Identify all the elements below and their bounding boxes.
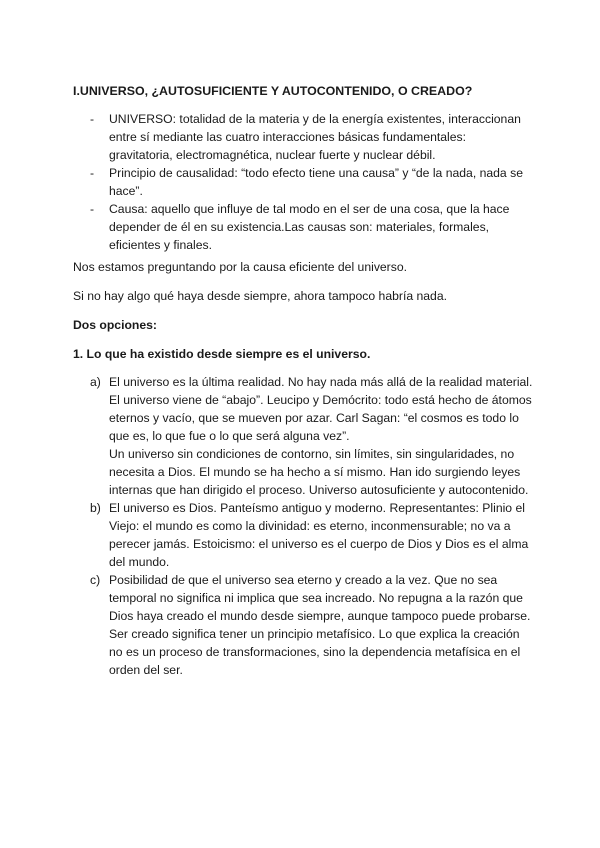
list-item xyxy=(73,499,533,571)
list-item xyxy=(73,164,533,200)
option-text-continued: Un universo sin condiciones de contorno, sin límites, sin singularidades, no necesita a Dios. El mundo se ha hecho a sí mismo. Han ido surgiendo leyes internas que han dirigido el proceso. Universo autosuficiente y autocontenido. xyxy=(109,447,529,497)
definition-text: Causa: aquello que influye de tal modo en el ser de una cosa, que la hace depender de él en su existencia.Las causas son: materiales, formales, eficientes y finales. xyxy=(109,202,510,252)
document-heading: I.UNIVERSO, ¿AUTOSUFICIENTE Y AUTOCONTENIDO, O CREADO? xyxy=(73,84,473,98)
list-item xyxy=(73,200,533,254)
option-text: Posibilidad de que el universo sea eterno y creado a la vez. Que no sea temporal no significa ni implica que sea increado. No repugna a la razón que Dios haya creado el mundo desde siempre, aunque tampoco puede probarse. Ser creado significa tener un principio metafísico. Lo que explica la creación no es un proceso de transformaciones, sino la dependencia metafísica en el orden del ser. xyxy=(109,573,531,677)
letter-marker: c) xyxy=(90,573,101,587)
letter-marker: b) xyxy=(90,501,101,515)
options-heading: Dos opciones: xyxy=(73,318,157,332)
dash-marker: - xyxy=(90,112,95,126)
letter-marker: a) xyxy=(90,375,101,389)
option-text: El universo es Dios. Panteísmo antiguo y moderno. Representantes: Plinio el Viejo: el mundo es como la divinidad: es eterno, inconmensurable; no va a perecer jamás. Estoicismo: el universo es el cuerpo de Dios y Dios es el alma del mundo. xyxy=(109,501,529,569)
definition-text: UNIVERSO: totalidad de la materia y de la energía existentes, interaccionan entre sí mediante las cuatro interacciones básicas fundamentales: gravitatoria, electromagnética, nuclear fuerte y nuclear débil. xyxy=(109,112,521,162)
paragraph: Nos estamos preguntando por la causa eficiente del universo. xyxy=(73,260,408,274)
options-list xyxy=(73,373,533,679)
option-text: El universo es la última realidad. No hay nada más allá de la realidad material. El universo viene de “abajo”. Leucipo y Demócrito: todo está hecho de átomos eternos y vacío, que se mueven por azar. Carl Sagan: “el cosmos es todo lo que es, lo que fue o lo que será alguna vez”. xyxy=(109,375,533,443)
dash-marker: - xyxy=(90,202,95,216)
list-item xyxy=(73,373,533,499)
paragraph: Si no hay algo qué haya desde siempre, ahora tampoco habría nada. xyxy=(73,289,448,303)
definitions-list xyxy=(73,110,533,254)
list-item xyxy=(73,571,533,679)
dash-marker: - xyxy=(90,166,95,180)
list-item xyxy=(73,110,533,164)
option-1-heading: 1. Lo que ha existido desde siempre es el universo. xyxy=(73,347,371,361)
definition-text: Principio de causalidad: “todo efecto tiene una causa” y “de la nada, nada se hace”. xyxy=(109,166,523,198)
